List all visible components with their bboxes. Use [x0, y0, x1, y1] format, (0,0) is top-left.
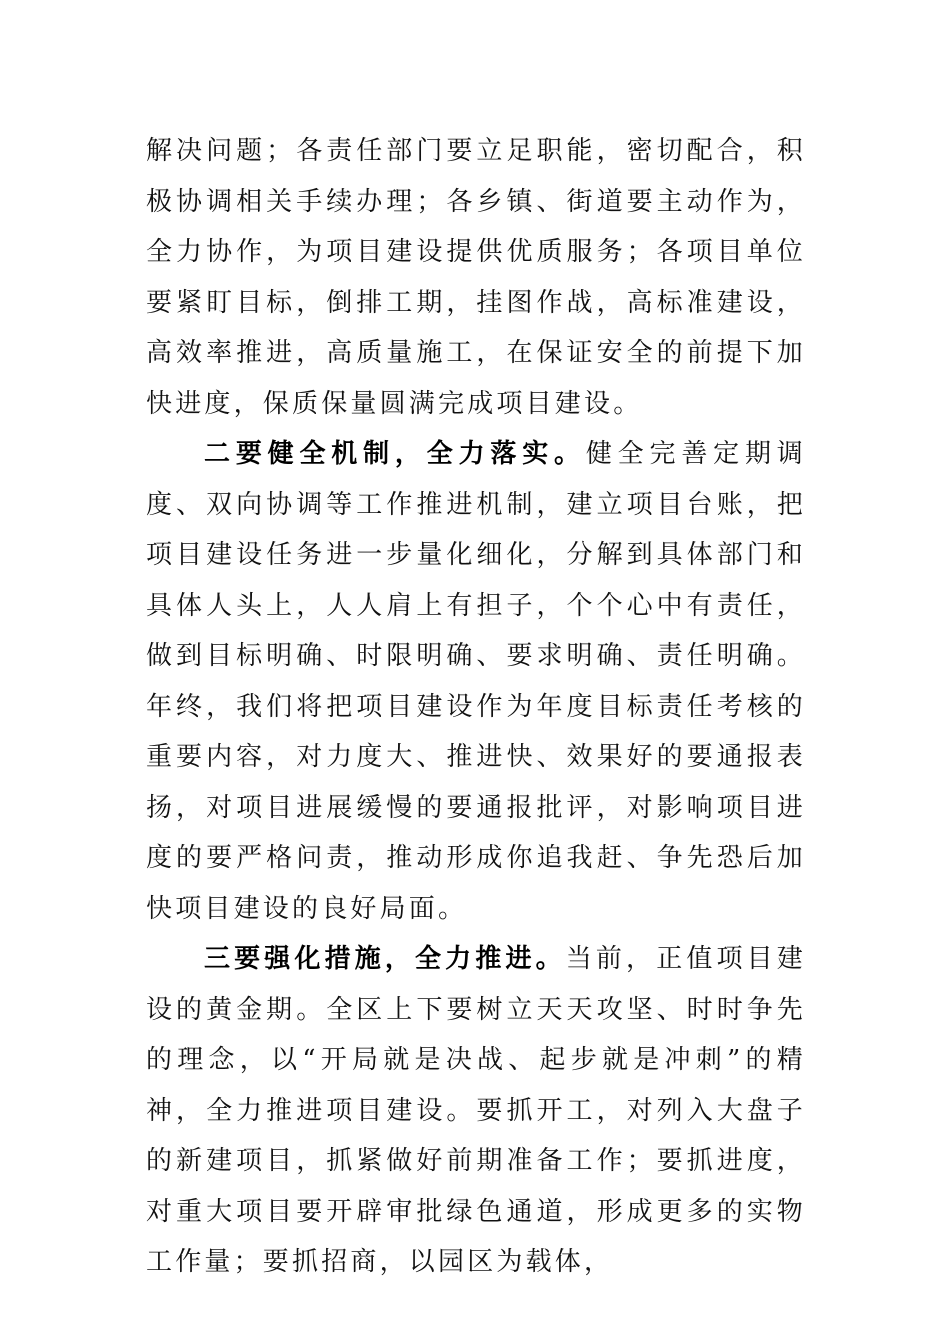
- document-body: [146, 126, 806, 1288]
- paragraph-heading: 三要强化措施，全力推进。: [204, 944, 566, 974]
- paragraph-text: 当前，正值项目建设的黄金期。全区上下要树立天天攻坚、时时争先的理念，以“开局就是决战、起步就是冲刺”的精神，全力推进项目建设。要抓开工，对列入大盘子的新建项目，抓紧做好前期准备工作；要抓进度，对重大项目要开辟审批绿色通道，形成更多的实物工作量；要抓招商，以园区为载体，: [146, 944, 806, 1277]
- paragraph-measures: [146, 934, 806, 1288]
- paragraph-continuation: [146, 126, 806, 429]
- paragraph-heading: 二要健全机制，全力落实。: [204, 439, 586, 469]
- paragraph-text: 健全完善定期调度、双向协调等工作推进机制，建立项目台账，把项目建设任务进一步量化细化，分解到具体部门和具体人头上，人人肩上有担子，个个心中有责任，做到目标明确、时限明确、要求明确、责任明确。年终，我们将把项目建设作为年度目标责任考核的重要内容，对力度大、推进快、效果好的要通报表扬，对项目进展缓慢的要通报批评，对影响项目进度的要严格问责，推动形成你追我赶、争先恐后加快项目建设的良好局面。: [146, 439, 806, 924]
- paragraph-text: 解决问题；各责任部门要立足职能，密切配合，积极协调相关手续办理；各乡镇、街道要主动作为，全力协作，为项目建设提供优质服务；各项目单位要紧盯目标，倒排工期，挂图作战，高标准建设，高效率推进，高质量施工，在保证安全的前提下加快进度，保质保量圆满完成项目建设。: [146, 136, 806, 419]
- paragraph-mechanism: [146, 429, 806, 934]
